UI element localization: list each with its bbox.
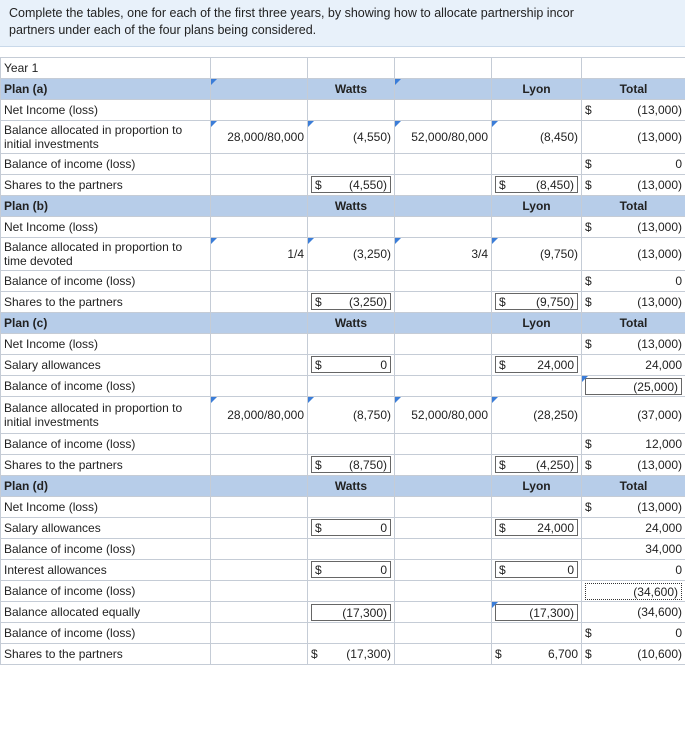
plan-a-shares-lyon-value: (8,450) xyxy=(535,178,574,192)
dollar-sign: $ xyxy=(585,500,592,514)
plan-b-alloc-total: (13,000) xyxy=(582,238,685,271)
plan-d-equal-row xyxy=(1,602,685,623)
plan-b-shares-row xyxy=(1,292,685,313)
plan-d-salary-watts[interactable] xyxy=(311,519,391,536)
plan-c-shares-label: Shares to the partners xyxy=(1,455,211,476)
instruction-line-2: partners under each of the four plans being considered. xyxy=(9,23,317,37)
plan-d-shares-watts xyxy=(308,644,395,665)
plan-d-balance3-label: Balance of income (loss) xyxy=(1,623,211,644)
plan-b-net-income-row xyxy=(1,217,685,238)
plan-b-balance-total xyxy=(582,271,685,292)
plan-a-watts-ratio-header[interactable] xyxy=(211,79,308,100)
plan-c-balance1-total-cell xyxy=(582,376,685,397)
plan-a-alloc-lyon[interactable]: (8,450) xyxy=(492,121,582,154)
plan-b-shares-watts-value: (3,250) xyxy=(348,295,387,309)
plan-b-shares-total-value: (13,000) xyxy=(637,295,682,309)
plan-c-salary-total: 24,000 xyxy=(582,355,685,376)
plan-c-shares-watts-value: (8,750) xyxy=(348,458,387,472)
plan-c-balance1-row xyxy=(1,376,685,397)
dollar-sign: $ xyxy=(585,647,592,661)
plan-d-shares-label: Shares to the partners xyxy=(1,644,211,665)
dollar-sign: $ xyxy=(585,626,592,640)
dollar-sign: $ xyxy=(315,295,322,309)
plan-c-shares-watts[interactable] xyxy=(311,456,391,473)
plan-d-balance3-total-value: 0 xyxy=(675,626,682,640)
plan-c-alloc-watts[interactable]: (8,750) xyxy=(308,397,395,434)
plan-d-interest-watts[interactable] xyxy=(311,561,391,578)
plan-d-salary-lyon-value: 24,000 xyxy=(537,521,574,535)
dollar-sign: $ xyxy=(499,521,506,535)
plan-a-balance-total xyxy=(582,154,685,175)
plan-b-balance-row xyxy=(1,271,685,292)
plan-b-shares-lyon-value: (9,750) xyxy=(535,295,574,309)
plan-d-balance3-total xyxy=(582,623,685,644)
plan-a-shares-total-value: (13,000) xyxy=(637,178,682,192)
plan-c-balance1-total[interactable]: (25,000) xyxy=(585,378,682,395)
plan-d-net-income-total xyxy=(582,497,685,518)
plan-b-alloc-label: Balance allocated in proportion to time devoted xyxy=(1,238,211,271)
plan-d-interest-watts-value: 0 xyxy=(380,563,387,577)
plan-c-shares-total-value: (13,000) xyxy=(637,458,682,472)
plan-d-salary-watts-cell xyxy=(308,518,395,539)
plan-a-alloc-watts-ratio[interactable]: 28,000/80,000 xyxy=(211,121,308,154)
plan-a-alloc-lyon-ratio[interactable]: 52,000/80,000 xyxy=(395,121,492,154)
plan-c-alloc-watts-ratio[interactable]: 28,000/80,000 xyxy=(211,397,308,434)
plan-a-title: Plan (a) xyxy=(1,79,211,100)
plan-d-shares-row xyxy=(1,644,685,665)
plan-a-net-income-label: Net Income (loss) xyxy=(1,100,211,121)
plan-b-shares-watts[interactable] xyxy=(311,293,391,310)
plan-b-alloc-lyon[interactable]: (9,750) xyxy=(492,238,582,271)
plan-c-header xyxy=(1,313,685,334)
dollar-sign: $ xyxy=(499,358,506,372)
dollar-sign: $ xyxy=(315,178,322,192)
plan-c-shares-lyon-value: (4,250) xyxy=(535,458,574,472)
plan-a-net-income-total xyxy=(582,100,685,121)
plan-b-alloc-row xyxy=(1,238,685,271)
plan-a-alloc-label: Balance allocated in proportion to initial investments xyxy=(1,121,211,154)
plan-c-shares-lyon-cell xyxy=(492,455,582,476)
plan-c-alloc-lyon-ratio[interactable]: 52,000/80,000 xyxy=(395,397,492,434)
plan-b-net-income-label: Net Income (loss) xyxy=(1,217,211,238)
plan-a-shares-lyon[interactable] xyxy=(495,176,578,193)
plan-a-lyon-header: Lyon xyxy=(492,79,582,100)
plan-d-title: Plan (d) xyxy=(1,476,211,497)
plan-d-interest-lyon-value: 0 xyxy=(567,563,574,577)
plan-d-balance3-row xyxy=(1,623,685,644)
plan-d-interest-watts-cell xyxy=(308,560,395,581)
plan-c-balance2-total xyxy=(582,434,685,455)
dollar-sign: $ xyxy=(585,295,592,309)
plan-c-balance2-row xyxy=(1,434,685,455)
plan-d-equal-lyon-cell xyxy=(492,602,582,623)
plan-b-shares-lyon[interactable] xyxy=(495,293,578,310)
plan-c-shares-row xyxy=(1,455,685,476)
plan-d-interest-lyon-cell xyxy=(492,560,582,581)
dollar-sign: $ xyxy=(585,220,592,234)
plan-b-alloc-lyon-ratio[interactable]: 3/4 xyxy=(395,238,492,271)
instructions xyxy=(0,0,685,47)
plan-a-shares-lyon-cell xyxy=(492,175,582,196)
plan-c-salary-watts[interactable] xyxy=(311,356,391,373)
plan-c-net-income-total xyxy=(582,334,685,355)
plan-d-header xyxy=(1,476,685,497)
plan-d-equal-lyon[interactable]: (17,300) xyxy=(495,604,578,621)
plan-b-net-income-total-value: (13,000) xyxy=(637,220,682,234)
instruction-line-1: Complete the tables, one for each of the first three years, by showing how to allocate partnership incor xyxy=(9,6,574,20)
plan-c-salary-label: Salary allowances xyxy=(1,355,211,376)
plan-d-shares-total-value: (10,600) xyxy=(637,647,682,661)
plan-b-alloc-watts-ratio[interactable]: 1/4 xyxy=(211,238,308,271)
allocation-table xyxy=(0,57,685,665)
plan-d-equal-total: (34,600) xyxy=(582,602,685,623)
dollar-sign: $ xyxy=(585,178,592,192)
plan-b-shares-total xyxy=(582,292,685,313)
plan-a-shares-watts-cell xyxy=(308,175,395,196)
plan-a-net-income-row xyxy=(1,100,685,121)
plan-c-title: Plan (c) xyxy=(1,313,211,334)
plan-d-interest-row xyxy=(1,560,685,581)
plan-a-watts-header: Watts xyxy=(308,79,395,100)
plan-c-salary-lyon-cell xyxy=(492,355,582,376)
plan-d-balance1-row xyxy=(1,539,685,560)
plan-d-equal-watts-cell xyxy=(308,602,395,623)
plan-a-alloc-row xyxy=(1,121,685,154)
plan-c-shares-total xyxy=(582,455,685,476)
plan-b-alloc-watts[interactable]: (3,250) xyxy=(308,238,395,271)
plan-a-shares-label: Shares to the partners xyxy=(1,175,211,196)
plan-d-balance1-label: Balance of income (loss) xyxy=(1,539,211,560)
plan-b-balance-label: Balance of income (loss) xyxy=(1,271,211,292)
plan-a-shares-watts[interactable] xyxy=(311,176,391,193)
plan-a-shares-row xyxy=(1,175,685,196)
plan-a-shares-total xyxy=(582,175,685,196)
plan-d-salary-watts-value: 0 xyxy=(380,521,387,535)
plan-b-shares-lyon-cell xyxy=(492,292,582,313)
plan-d-salary-lyon[interactable] xyxy=(495,519,578,536)
plan-d-shares-lyon-value: 6,700 xyxy=(547,647,578,661)
dollar-sign: $ xyxy=(585,274,592,288)
dollar-sign: $ xyxy=(585,103,592,117)
plan-c-shares-lyon[interactable] xyxy=(495,456,578,473)
plan-d-balance2-label: Balance of income (loss) xyxy=(1,581,211,602)
plan-d-interest-lyon[interactable] xyxy=(495,561,578,578)
dollar-sign: $ xyxy=(585,157,592,171)
plan-c-watts-header: Watts xyxy=(308,313,395,334)
plan-c-salary-watts-value: 0 xyxy=(380,358,387,372)
year-label: Year 1 xyxy=(1,58,211,79)
plan-a-header xyxy=(1,79,685,100)
plan-d-interest-label: Interest allowances xyxy=(1,560,211,581)
plan-b-lyon-header: Lyon xyxy=(492,196,582,217)
plan-c-salary-lyon-value: 24,000 xyxy=(537,358,574,372)
plan-c-salary-watts-cell xyxy=(308,355,395,376)
dollar-sign: $ xyxy=(495,647,502,661)
plan-d-balance1-total: 34,000 xyxy=(582,539,685,560)
plan-d-lyon-header: Lyon xyxy=(492,476,582,497)
plan-c-balance2-label: Balance of income (loss) xyxy=(1,434,211,455)
dollar-sign: $ xyxy=(315,563,322,577)
plan-b-net-income-total xyxy=(582,217,685,238)
plan-c-salary-row xyxy=(1,355,685,376)
dollar-sign: $ xyxy=(585,458,592,472)
plan-b-shares-watts-cell xyxy=(308,292,395,313)
plan-d-shares-watts-value: (17,300) xyxy=(346,647,391,661)
dollar-sign: $ xyxy=(311,647,318,661)
plan-a-total-header: Total xyxy=(582,79,685,100)
plan-d-shares-lyon xyxy=(492,644,582,665)
plan-d-balance2-total[interactable]: (34,600) xyxy=(585,583,682,600)
plan-a-alloc-watts[interactable]: (4,550) xyxy=(308,121,395,154)
plan-a-alloc-total: (13,000) xyxy=(582,121,685,154)
plan-c-salary-lyon[interactable] xyxy=(495,356,578,373)
dollar-sign: $ xyxy=(499,295,506,309)
plan-d-watts-header: Watts xyxy=(308,476,395,497)
plan-d-salary-total: 24,000 xyxy=(582,518,685,539)
plan-c-lyon-header: Lyon xyxy=(492,313,582,334)
dollar-sign: $ xyxy=(499,178,506,192)
plan-b-header xyxy=(1,196,685,217)
dollar-sign: $ xyxy=(585,437,592,451)
plan-d-equal-label: Balance allocated equally xyxy=(1,602,211,623)
plan-b-watts-header: Watts xyxy=(308,196,395,217)
plan-c-net-income-label: Net Income (loss) xyxy=(1,334,211,355)
plan-d-salary-label: Salary allowances xyxy=(1,518,211,539)
dollar-sign: $ xyxy=(315,458,322,472)
plan-d-equal-watts[interactable]: (17,300) xyxy=(311,604,391,621)
dollar-sign: $ xyxy=(585,337,592,351)
dollar-sign: $ xyxy=(499,563,506,577)
plan-d-interest-total: 0 xyxy=(582,560,685,581)
plan-c-net-income-row xyxy=(1,334,685,355)
plan-d-balance2-total-cell xyxy=(582,581,685,602)
plan-d-net-income-row xyxy=(1,497,685,518)
plan-d-salary-row xyxy=(1,518,685,539)
plan-b-balance-total-value: 0 xyxy=(675,274,682,288)
plan-d-net-income-label: Net Income (loss) xyxy=(1,497,211,518)
plan-c-balance1-label: Balance of income (loss) xyxy=(1,376,211,397)
dollar-sign: $ xyxy=(315,521,322,535)
plan-a-net-income-total-value: (13,000) xyxy=(637,103,682,117)
plan-d-shares-total xyxy=(582,644,685,665)
plan-d-net-income-total-value: (13,000) xyxy=(637,500,682,514)
plan-c-shares-watts-cell xyxy=(308,455,395,476)
plan-b-shares-label: Shares to the partners xyxy=(1,292,211,313)
plan-b-title: Plan (b) xyxy=(1,196,211,217)
dollar-sign: $ xyxy=(315,358,322,372)
plan-c-net-income-total-value: (13,000) xyxy=(637,337,682,351)
plan-a-balance-row xyxy=(1,154,685,175)
plan-c-alloc-total: (37,000) xyxy=(582,397,685,434)
plan-d-total-header: Total xyxy=(582,476,685,497)
plan-d-salary-lyon-cell xyxy=(492,518,582,539)
plan-c-total-header: Total xyxy=(582,313,685,334)
plan-c-alloc-row xyxy=(1,397,685,434)
plan-a-lyon-ratio-header[interactable] xyxy=(395,79,492,100)
plan-a-balance-total-value: 0 xyxy=(675,157,682,171)
plan-a-shares-watts-value: (4,550) xyxy=(348,178,387,192)
year-row xyxy=(1,58,685,79)
plan-a-balance-label: Balance of income (loss) xyxy=(1,154,211,175)
plan-d-balance2-row xyxy=(1,581,685,602)
plan-c-alloc-label: Balance allocated in proportion to initial investments xyxy=(1,397,211,434)
plan-c-alloc-lyon[interactable]: (28,250) xyxy=(492,397,582,434)
plan-b-total-header: Total xyxy=(582,196,685,217)
dollar-sign: $ xyxy=(499,458,506,472)
plan-c-balance2-total-value: 12,000 xyxy=(645,437,682,451)
